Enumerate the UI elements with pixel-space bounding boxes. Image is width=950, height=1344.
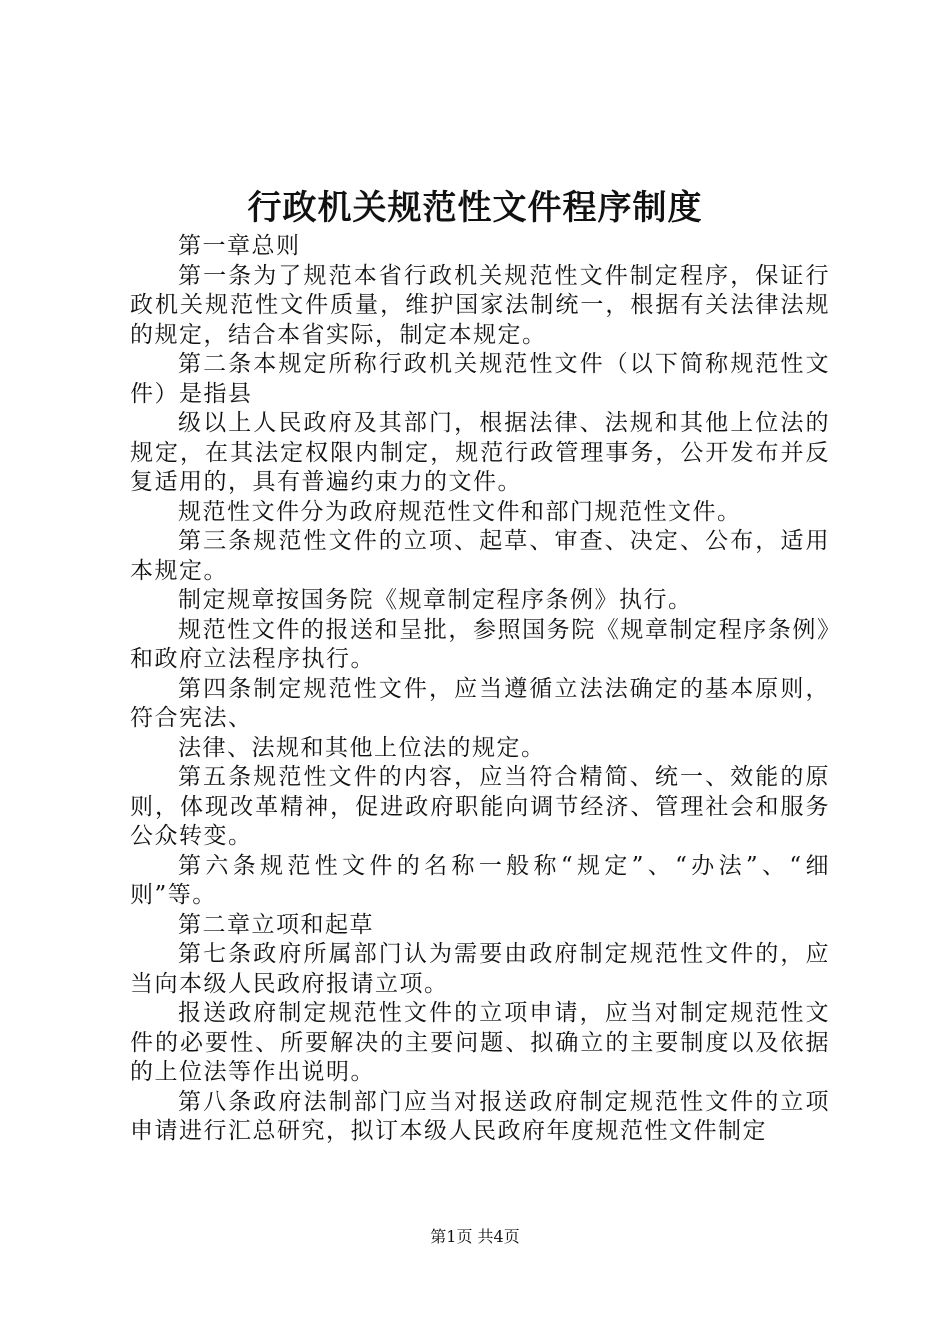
paragraph: 第一条为了规范本省行政机关规范性文件制定程序，保证行政机关规范性文件质量，维护国家法制统一，根据有关法律法规的规定，结合本省实际，制定本规定。 bbox=[130, 262, 830, 348]
paragraph: 第三条规范性文件的立项、起草、审查、决定、公布，适用本规定。 bbox=[130, 528, 830, 584]
paragraph: 报送政府制定规范性文件的立项申请，应当对制定规范性文件的必要性、所要解决的主要问题、拟确立的主要制度以及依据的上位法等作出说明。 bbox=[130, 1000, 830, 1085]
paragraph: 制定规章按国务院《规章制定程序条例》执行。 bbox=[178, 587, 693, 613]
paragraph: 规范性文件分为政府规范性文件和部门规范性文件。 bbox=[178, 498, 742, 525]
paragraph: 规范性文件的报送和呈批，参照国务院《规章制定程序条例》和政府立法程序执行。 bbox=[130, 616, 830, 672]
paragraph: 级以上人民政府及其部门，根据法律、法规和其他上位法的规定，在其法定权限内制定，规范行政管理事务，公开发布并反复适用的，具有普遍约束力的文件。 bbox=[130, 410, 830, 495]
paragraph: 第六条规范性文件的名称一般称“规定”、“办法”、“细则”等。 bbox=[130, 852, 830, 908]
document-body bbox=[130, 232, 830, 1147]
page-number-footer: 第1页 共4页 bbox=[430, 1227, 520, 1246]
paragraph: 第五条规范性文件的内容，应当符合精简、统一、效能的原则，体现改革精神，促进政府职能向调节经济、管理社会和服务公众转变。 bbox=[130, 764, 830, 849]
paragraph: 第八条政府法制部门应当对报送政府制定规范性文件的立项申请进行汇总研究，拟订本级人民政府年度规范性文件制定 bbox=[130, 1088, 830, 1144]
document-title: 行政机关规范性文件程序制度 bbox=[247, 188, 703, 228]
paragraph: 法律、法规和其他上位法的规定。 bbox=[178, 734, 546, 761]
paragraph: 第四条制定规范性文件，应当遵循立法法确定的基本原则，符合宪法、 bbox=[130, 675, 830, 731]
paragraph: 第二章立项和起草 bbox=[178, 911, 374, 938]
paragraph: 第七条政府所属部门认为需要由政府制定规范性文件的，应当向本级人民政府报请立项。 bbox=[130, 941, 830, 997]
paragraph: 第二条本规定所称行政机关规范性文件（以下简称规范性文件）是指县 bbox=[130, 351, 830, 407]
paragraph: 第一章总则 bbox=[178, 233, 301, 259]
